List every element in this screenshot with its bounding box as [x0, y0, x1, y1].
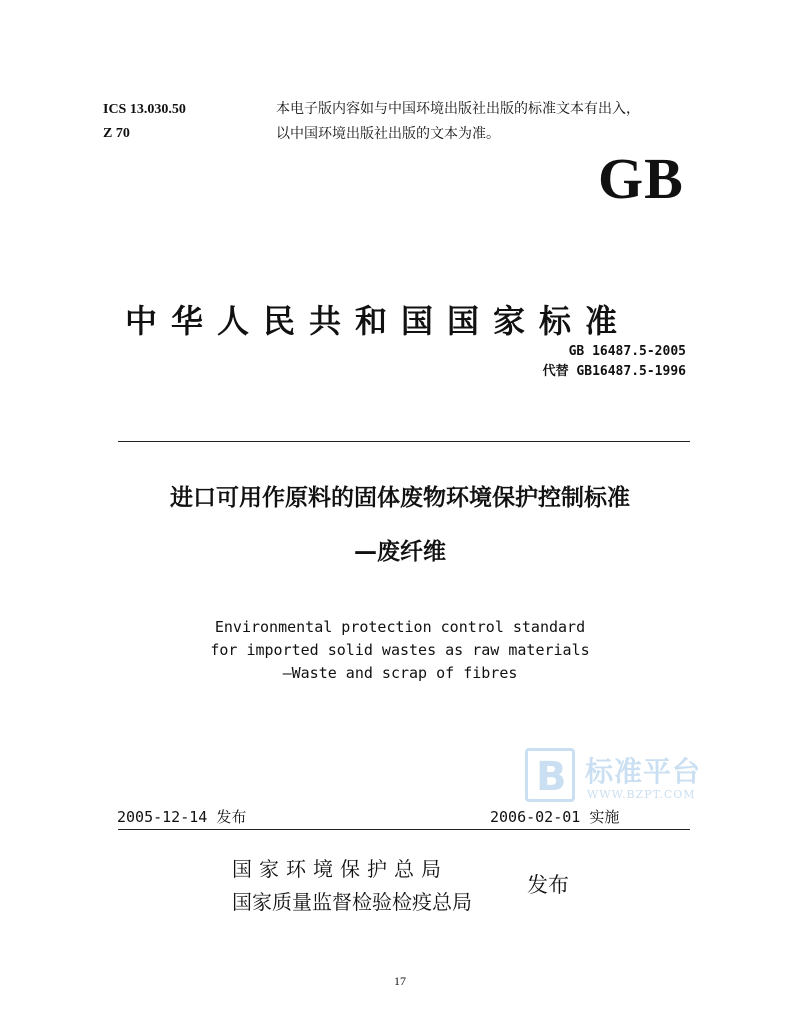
gb-logo: GB	[598, 146, 684, 211]
watermark-logo-icon	[525, 748, 575, 802]
english-title	[0, 616, 800, 685]
standard-number-block	[543, 342, 686, 382]
national-standard-title: 中华人民共和国国家标准	[125, 302, 632, 340]
chinese-subtitle: —废纤维	[354, 539, 446, 565]
bzpt-watermark	[525, 748, 725, 808]
top-divider	[118, 441, 690, 442]
ics-code: ICS 13.030.50	[103, 102, 186, 117]
watermark-name: 标准平台	[585, 755, 702, 788]
english-title-line-2: for imported solid wastes as raw materials	[210, 641, 590, 659]
page-number: 17	[394, 974, 406, 988]
replaces-standard: 代替 GB16487.5-1996	[542, 364, 686, 379]
notice-line-1: 本电子版内容如与中国环境出版社出版的标准文本有出入，	[276, 101, 640, 117]
category-code: Z 70	[103, 126, 130, 141]
watermark-url: WWW.BZPT.COM	[587, 788, 696, 801]
issue-date: 2005-12-14 发布	[117, 808, 247, 826]
chinese-title: 进口可用作原料的固体废物环境保护控制标准	[170, 485, 630, 511]
notice-line-2: 以中国环境出版社出版的文本为准。	[276, 126, 500, 142]
publisher-1: 国家环境保护总局	[232, 857, 448, 881]
publisher-2: 国家质量监督检验检疫总局	[232, 890, 472, 914]
english-title-line-3: —Waste and scrap of fibres	[282, 664, 518, 682]
ics-code-block	[103, 98, 186, 146]
watermark-letter: B	[536, 754, 567, 800]
bottom-divider	[118, 829, 690, 830]
edition-notice	[276, 97, 640, 147]
effective-date: 2006-02-01 实施	[490, 808, 620, 826]
standard-number: GB 16487.5-2005	[568, 344, 686, 359]
english-title-line-1: Environmental protection control standard	[214, 618, 586, 636]
publish-verb: 发布	[527, 873, 569, 897]
